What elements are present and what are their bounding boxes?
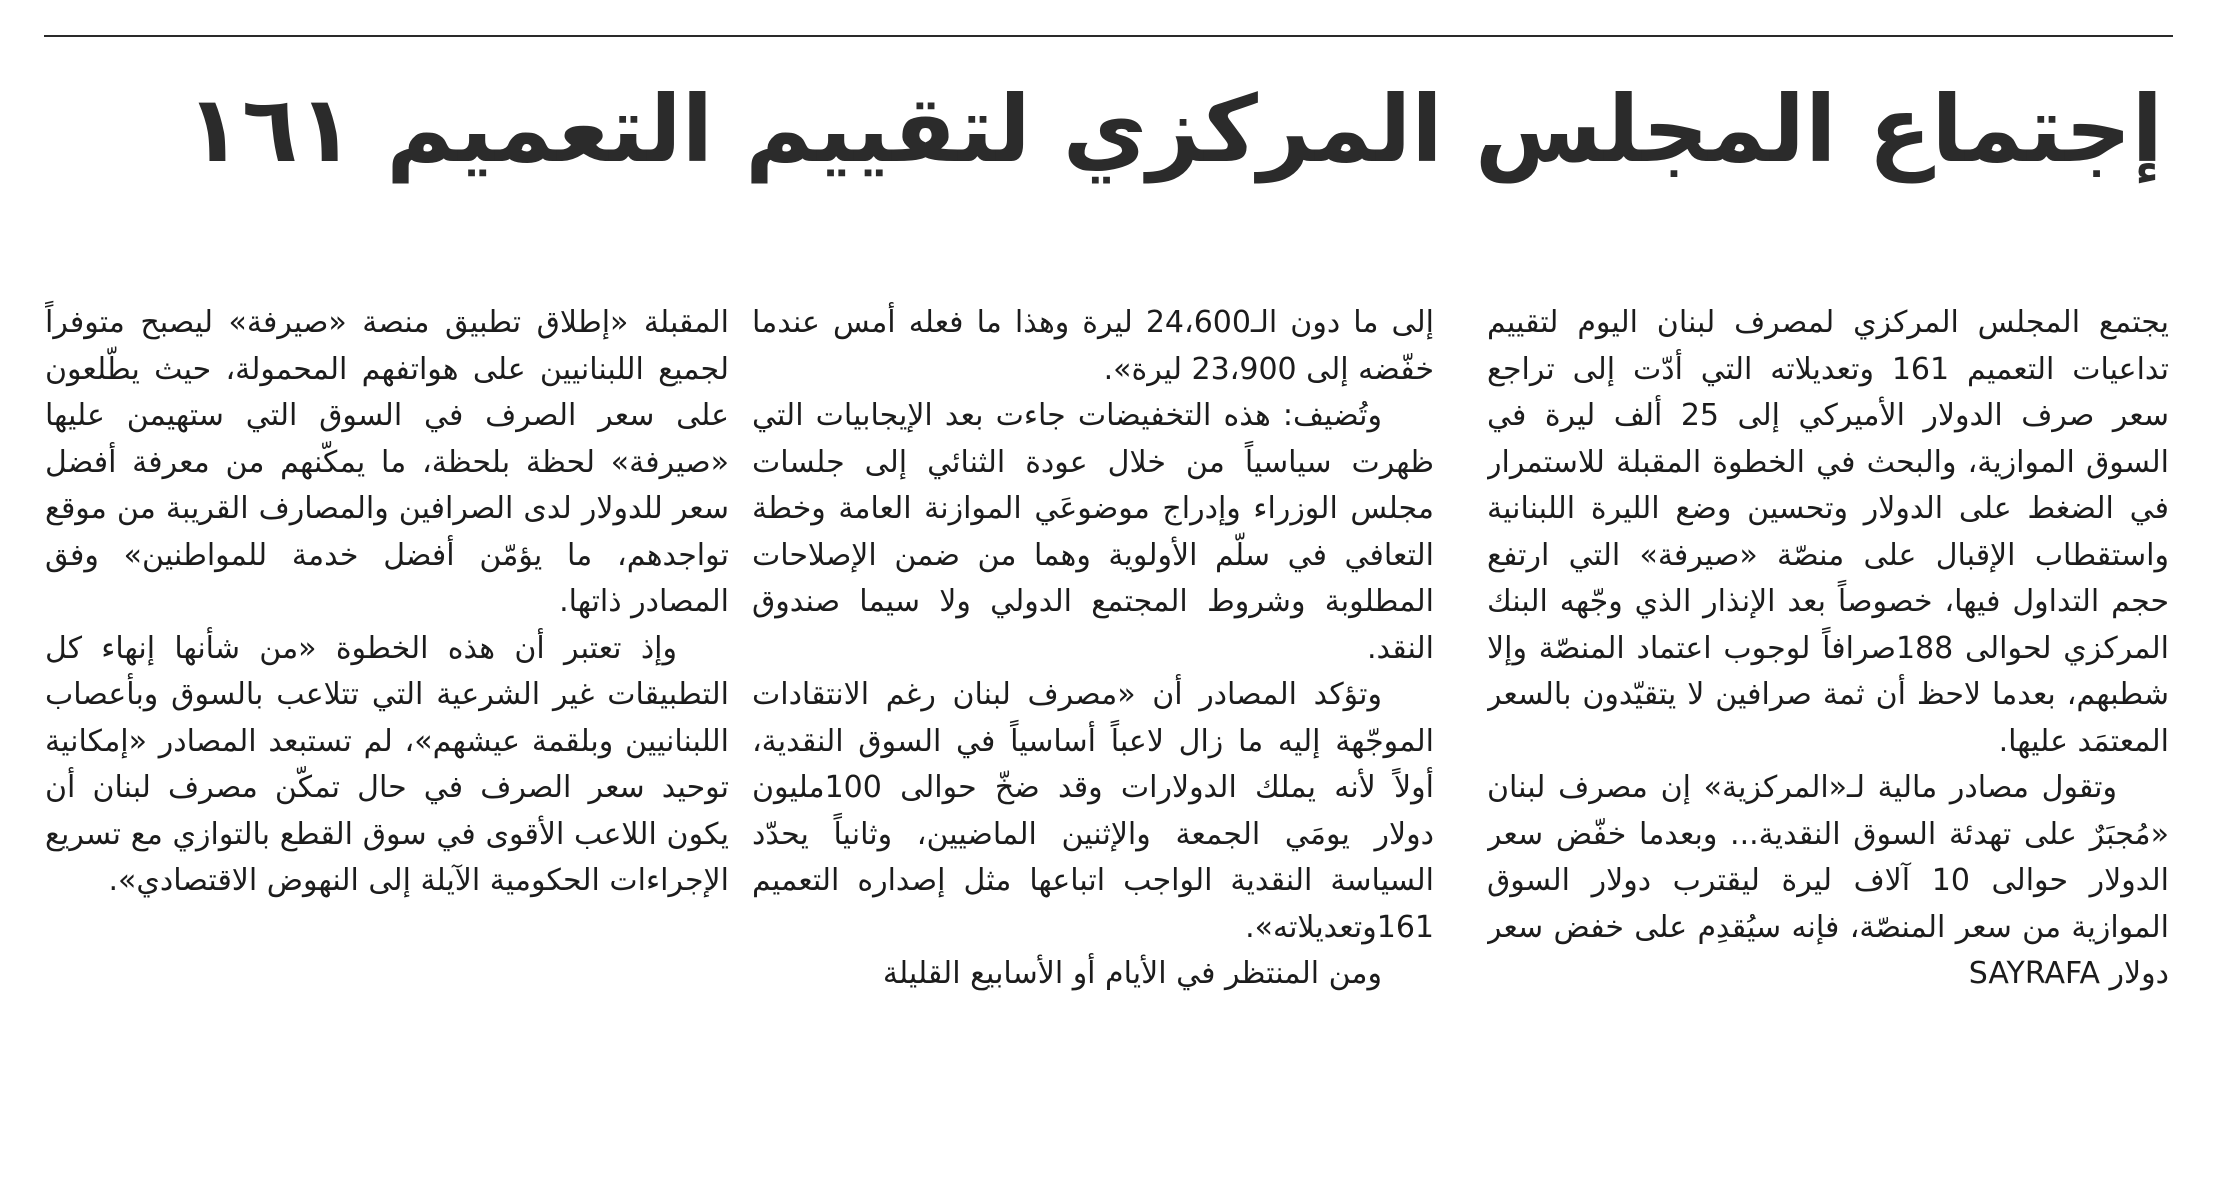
article-body — [44, 300, 2169, 1170]
article-column-2 — [752, 300, 1434, 1170]
column-2-paragraph-3: وتؤكد المصادر أن «مصرف لبنان رغم الانتقادات الموجّهة إليه ما زال لاعباً أساسياً في السوق النقدية، أولاً لأنه يملك الدولارات وقد ضخّ حوالى 100مليون دولار يومَي الجمعة والإثنين الماضيين، وثانياً يحدّد السياسة النقدية الواجب اتباعها مثل إصداره التعميم 161وتعديلاته». — [752, 677, 1434, 945]
top-divider — [44, 35, 2173, 37]
column-2-paragraph-2: وتُضيف: هذه التخفيضات جاءت بعد الإيجابيات التي ظهرت سياسياً من خلال عودة الثنائي إلى جلسات مجلس الوزراء وإدراج موضوعَي الموازنة العامة وخطة التعافي في سلّم الأولوية وهما من ضمن الإصلاحات المطلوبة وشروط المجتمع الدولي ولا سيما صندوق النقد. — [752, 398, 1434, 666]
article-column-3 — [45, 300, 729, 1170]
column-1-paragraph-1: يجتمع المجلس المركزي لمصرف لبنان اليوم لتقييم تداعيات التعميم 161 وتعديلاته التي أدّت إلى تراجع سعر صرف الدولار الأميركي إلى 25 ألف ليرة في السوق الموازية، والبحث في الخطوة المقبلة للاستمرار في الضغط على الدولار وتحسين وضع الليرة اللبنانية واستقطاب الإقبال على منصّة «صيرفة» التي ارتفع حجم التداول فيها، خصوصاً بعد الإنذار الذي وجّهه البنك المركزي لحوالى 188صرافاً لوجوب اعتماد المنصّة وإلا شطبهم، بعدما لاحظ أن ثمة صرافين لا يتقيّدون بالسعر المعتمَد عليها. — [1487, 305, 2169, 759]
column-2-paragraph-1: إلى ما دون الـ24،600 ليرة وهذا ما فعله أمس عندما خفّضه إلى 23،900 ليرة». — [752, 305, 1434, 387]
article-headline: إجتماع المجلس المركزي لتقييم التعميم ١٦١ — [185, 76, 2163, 183]
column-3-paragraph-2: وإذ تعتبر أن هذه الخطوة «من شأنها إنهاء كل التطبيقات غير الشرعية التي تتلاعب بالسوق وبأعصاب اللبنانيين وبلقمة عيشهم»، لم تستبعد المصادر «إمكانية توحيد سعر الصرف في حال تمكّن مصرف لبنان أن يكون اللاعب الأقوى في سوق القطع بالتوازي مع تسريع الإجراءات الحكومية الآيلة إلى النهوض الاقتصادي». — [45, 630, 729, 898]
column-1-paragraph-2: وتقول مصادر مالية لـ«المركزية» إن مصرف لبنان «مُجبَرٌ على تهدئة السوق النقدية... وبعدما خفّض سعر الدولار حوالى 10 آلاف ليرة ليقترب دولار السوق الموازية من سعر المنصّة، فإنه سيُقدِم على خفض سعر دولار SAYRAFA — [1487, 770, 2169, 991]
column-2-paragraph-4: ومن المنتظر في الأيام أو الأسابيع القليلة — [882, 956, 1382, 991]
column-3-paragraph-1: المقبلة «إطلاق تطبيق منصة «صيرفة» ليصبح متوفراً لجميع اللبنانيين على هواتفهم المحمولة، حيث يطّلعون على سعر الصرف في السوق التي ستهيمن عليها «صيرفة» لحظة بلحظة، ما يمكّنهم من معرفة أفضل سعر للدولار لدى الصرافين والمصارف القريبة من موقع تواجدهم، ما يؤمّن أفضل خدمة للمواطنين» وفق المصادر ذاتها. — [45, 305, 729, 619]
article-column-1 — [1487, 300, 2169, 1170]
